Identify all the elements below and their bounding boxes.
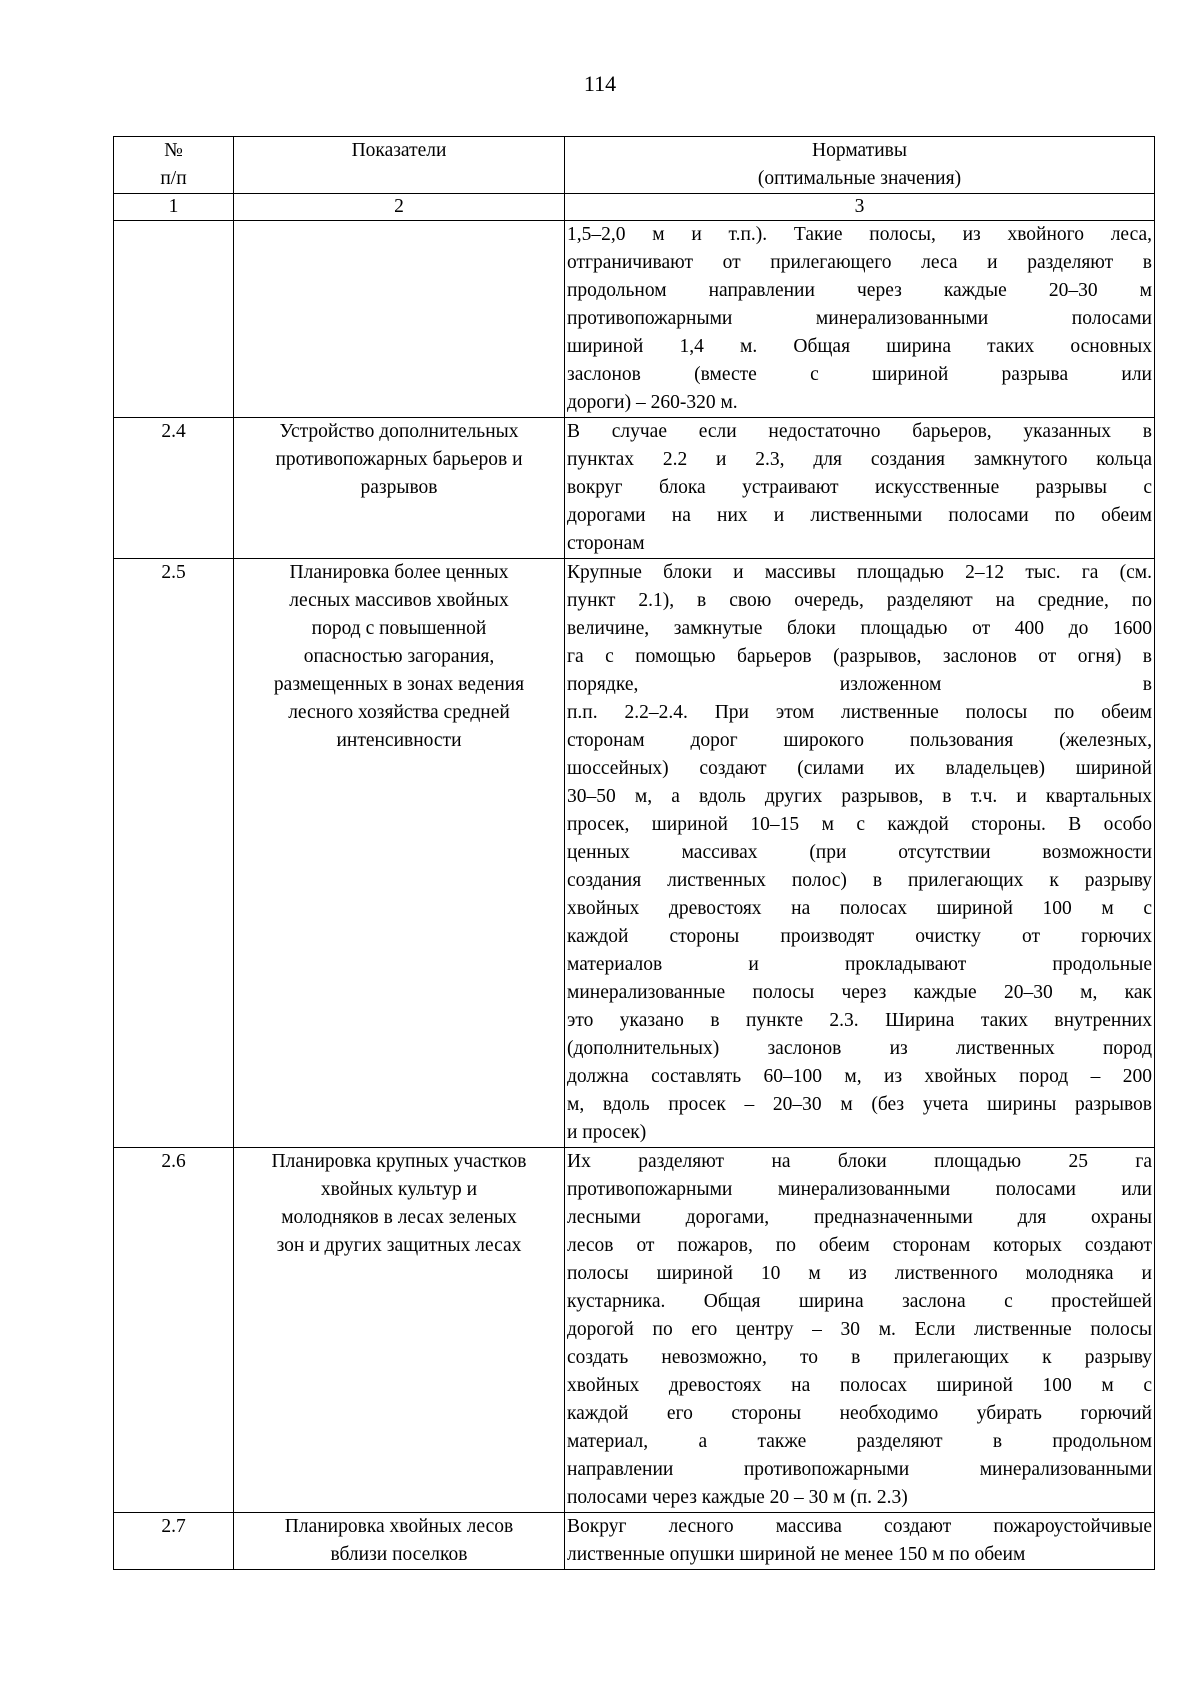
indicator-line: вблизи поселков	[330, 1544, 468, 1565]
row-number: 2.7	[114, 1513, 234, 1570]
norm-line: лесными дорогами, предназначенными для охраны	[567, 1207, 1152, 1228]
row-norm	[565, 418, 1155, 559]
indicator-line: размещенных в зонах ведения	[273, 674, 525, 695]
norm-line: минерализованные полосы через каждые 20–30 м, как	[567, 982, 1152, 1003]
norm-line: шириной 1,4 м. Общая ширина таких основных	[567, 336, 1152, 357]
header-indicators: Показатели	[234, 137, 565, 194]
page-number: 114	[583, 71, 617, 96]
norm-line: Их разделяют на блоки площадью 25 га	[567, 1151, 1152, 1172]
indicator-line: Планировка крупных участков	[271, 1151, 527, 1172]
row-indicator	[234, 1148, 565, 1513]
indicator-line: интенсивности	[336, 730, 462, 751]
table-body	[114, 221, 1155, 1570]
norm-line: полосы шириной 10 м из лиственного молодняка и	[567, 1263, 1152, 1284]
norm-line: дорогами на них и лиственными полосами по обеим	[567, 505, 1152, 526]
norm-line: создания лиственных полос) в прилегающих к разрыву	[567, 870, 1152, 891]
header-number	[114, 137, 234, 194]
norm-line: пунктах 2.2 и 2.3, для создания замкнутого кольца	[567, 449, 1152, 470]
table-row	[114, 221, 1155, 418]
norm-line: порядке, изложенном в	[567, 674, 1152, 695]
column-number-2: 2	[234, 194, 565, 221]
norm-line: полосами через каждые 20 – 30 м (п. 2.3)	[567, 1487, 908, 1508]
norm-line: дорогой по его центру – 30 м. Если лиственные полосы	[567, 1319, 1152, 1340]
row-indicator	[234, 418, 565, 559]
norm-line: заслонов (вместе с шириной разрыва или	[567, 364, 1152, 385]
norm-line: материал, а также разделяют в продольном	[567, 1431, 1152, 1452]
norm-line: Крупные блоки и массивы площадью 2–12 тыс. га (см.	[567, 562, 1152, 583]
row-number	[114, 221, 234, 418]
header-number-pp: п/п	[160, 168, 187, 189]
column-number-1: 1	[114, 194, 234, 221]
row-norm	[565, 559, 1155, 1148]
norm-line: ценных массивах (при отсутствии возможности	[567, 842, 1152, 863]
indicator-line: противопожарных барьеров и	[275, 449, 523, 470]
norm-line: лесов от пожаров, по обеим сторонам которых создают	[567, 1235, 1152, 1256]
norm-line: хвойных древостоях на полосах шириной 100 м с	[567, 1375, 1152, 1396]
row-number: 2.4	[114, 418, 234, 559]
norm-line: направлении противопожарными минерализованными	[567, 1459, 1152, 1480]
indicator-line: молодняков в лесах зеленых	[281, 1207, 517, 1228]
norm-line: должна составлять 60–100 м, из хвойных пород – 200	[567, 1066, 1152, 1087]
norm-line: 1,5–2,0 м и т.п.). Такие полосы, из хвойного леса,	[567, 224, 1152, 245]
norm-line: п.п. 2.2–2.4. При этом лиственные полосы по обеим	[567, 702, 1152, 723]
header-norms	[565, 137, 1155, 194]
norm-line: продольном направлении через каждые 20–30 м	[567, 280, 1152, 301]
norm-line: пункт 2.1), в свою очередь, разделяют на средние, по	[567, 590, 1152, 611]
table-row	[114, 418, 1155, 559]
row-indicator	[234, 559, 565, 1148]
row-norm	[565, 1513, 1155, 1570]
table-row	[114, 559, 1155, 1148]
norm-line: (дополнительных) заслонов из лиственных пород	[567, 1038, 1152, 1059]
norm-line: В случае если недостаточно барьеров, указанных в	[567, 421, 1152, 442]
table-row	[114, 1148, 1155, 1513]
row-norm	[565, 221, 1155, 418]
column-number-row	[114, 194, 1155, 221]
norm-line: вокруг блока устраивают искусственные разрывы с	[567, 477, 1152, 498]
norm-line: и просек)	[567, 1122, 647, 1143]
norm-line: хвойных древостоях на полосах шириной 100 м с	[567, 898, 1152, 919]
indicator-line: Устройство дополнительных	[279, 421, 519, 442]
norm-line: га с помощью барьеров (разрывов, заслонов от огня) в	[567, 646, 1152, 667]
header-norms-title: Нормативы	[812, 140, 907, 161]
table-header-row	[114, 137, 1155, 194]
norm-line: сторонам	[567, 533, 645, 554]
norm-line: материалов и прокладывают продольные	[567, 954, 1152, 975]
row-number: 2.5	[114, 559, 234, 1148]
indicator-line: опасностью загорания,	[303, 646, 495, 667]
norm-line: создать невозможно, то в прилегающих к разрыву	[567, 1347, 1152, 1368]
norm-line: шоссейных) создают (силами их владельцев) шириной	[567, 758, 1152, 779]
norm-line: Вокруг лесного массива создают пожароустойчивые	[567, 1516, 1152, 1537]
norm-line: лиственные опушки шириной не менее 150 м по обеим	[567, 1544, 1026, 1565]
indicator-line: хвойных культур и	[320, 1179, 478, 1200]
norm-line: противопожарными минерализованными полосами или	[567, 1179, 1152, 1200]
indicator-line: Планировка более ценных	[289, 562, 509, 583]
table-row	[114, 1513, 1155, 1570]
norm-line: кустарника. Общая ширина заслона с простейшей	[567, 1291, 1152, 1312]
norm-line: 30–50 м, а вдоль других разрывов, в т.ч. и квартальных	[567, 786, 1152, 807]
norms-table	[113, 136, 1155, 1570]
indicator-line: Планировка хвойных лесов	[284, 1516, 514, 1537]
norm-line: отграничивают от прилегающего леса и разделяют в	[567, 252, 1152, 273]
column-number-3: 3	[565, 194, 1155, 221]
norm-line: каждой его стороны необходимо убирать горючий	[567, 1403, 1152, 1424]
norm-line: просек, шириной 10–15 м с каждой стороны. В особо	[567, 814, 1152, 835]
row-number: 2.6	[114, 1148, 234, 1513]
norm-line: это указано в пункте 2.3. Ширина таких внутренних	[567, 1010, 1152, 1031]
norm-line: м, вдоль просек – 20–30 м (без учета ширины разрывов	[567, 1094, 1152, 1115]
norm-line: каждой стороны производят очистку от горючих	[567, 926, 1152, 947]
norm-line: величине, замкнутые блоки площадью от 400 до 1600	[567, 618, 1152, 639]
indicator-line: лесного хозяйства средней	[288, 702, 510, 723]
row-norm	[565, 1148, 1155, 1513]
indicator-line: разрывов	[360, 477, 438, 498]
indicator-line: пород с повышенной	[311, 618, 487, 639]
norm-line: сторонам дорог широкого пользования (железных,	[567, 730, 1152, 751]
norm-line: дороги) – 260-320 м.	[567, 392, 738, 413]
header-number-sign: №	[164, 140, 183, 161]
norm-line: противопожарными минерализованными полосами	[567, 308, 1152, 329]
row-indicator	[234, 221, 565, 418]
indicator-line: зон и других защитных лесах	[276, 1235, 522, 1256]
row-indicator	[234, 1513, 565, 1570]
indicator-line: лесных массивов хвойных	[289, 590, 509, 611]
header-norms-subtitle: (оптимальные значения)	[757, 168, 962, 189]
